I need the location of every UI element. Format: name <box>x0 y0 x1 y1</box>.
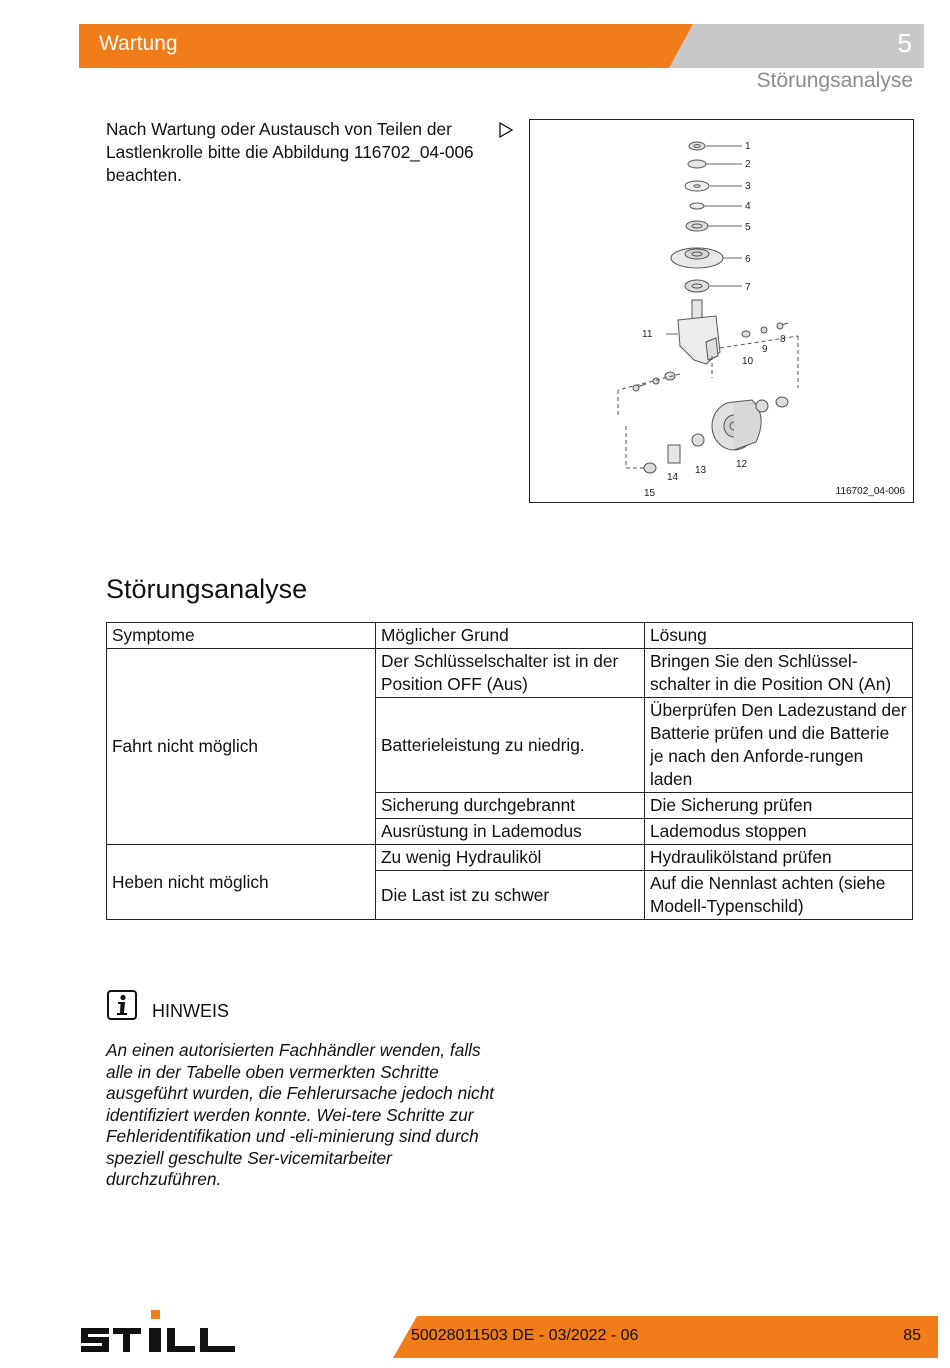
hint-label: HINWEIS <box>152 1001 230 1021</box>
hint-text: An einen autorisierten Fachhändler wenden, falls alle in der Tabelle oben vermerkten Schritte ausgeführt wurden, die Fehlerursache jedoch nicht identifiziert werden konnte. Wei-tere Schritte zur Fehleridentifikation und -eli-minierung sind durch speziell geschulte Ser-vicemitarbeiter durchzuführen. <box>106 1040 495 1189</box>
solution-cell: Überprüfen Den Ladezustand der Batterie prüfen und die Batterie je nach den Anforde-rungen laden <box>645 698 913 793</box>
solution-cell: Auf die Nennlast achten (siehe Modell-Typenschild) <box>645 871 913 920</box>
info-icon <box>107 990 137 1020</box>
part-label-15: 15 <box>644 488 656 499</box>
part-label-10: 10 <box>742 356 754 367</box>
part-label-5: 5 <box>745 222 751 233</box>
cause-cell: Der Schlüsselschalter ist in der Position OFF (Aus) <box>376 649 645 698</box>
cause-cell: Sicherung durchgebrannt <box>376 793 645 819</box>
part-label-14: 14 <box>667 472 679 483</box>
solution-cell: Die Sicherung prüfen <box>645 793 913 819</box>
part-label-4: 4 <box>745 201 751 212</box>
header-cell: Symptome <box>107 623 376 649</box>
triangle-right-icon <box>499 122 513 138</box>
cause-cell: Ausrüstung in Lademodus <box>376 819 645 845</box>
solution-cell: Hydraulikölstand prüfen <box>645 845 913 871</box>
intro-text: Nach Wartung oder Austausch von Teilen der Lastlenkrolle bitte die Abbildung 116702_04-006 beachten. <box>106 119 474 185</box>
part-label-2: 2 <box>745 159 751 170</box>
part-label-3: 3 <box>745 181 751 192</box>
symptom-cell: Heben nicht möglich <box>107 845 376 920</box>
figure-caption: 116702_04-006 <box>835 486 905 497</box>
table-header-row <box>107 623 913 649</box>
part-label-7: 7 <box>745 282 751 293</box>
still-logo <box>79 1310 237 1356</box>
cause-cell: Zu wenig Hydrauliköl <box>376 845 645 871</box>
section-title: Störungsanalyse <box>106 574 308 604</box>
part-label-9: 9 <box>762 344 768 355</box>
solution-cell: Lademodus stoppen <box>645 819 913 845</box>
table-row <box>107 649 913 698</box>
header-cell: Lösung <box>645 623 913 649</box>
footer-bar <box>393 1316 938 1358</box>
header-subtitle: Störungsanalyse <box>756 69 913 92</box>
part-label-11: 11 <box>642 329 653 340</box>
part-label-8: 8 <box>780 334 786 345</box>
troubleshooting-table <box>106 622 913 920</box>
cause-cell: Die Last ist zu schwer <box>376 871 645 920</box>
page-header <box>79 24 924 68</box>
symptom-cell: Fahrt nicht möglich <box>107 649 376 845</box>
page-number: 85 <box>903 1327 921 1344</box>
caster-exploded-drawing <box>530 120 913 502</box>
document-number: 50028011503 DE - 03/2022 - 06 <box>411 1327 639 1344</box>
part-label-13: 13 <box>695 465 707 476</box>
exploded-view-figure <box>529 119 914 503</box>
table-row <box>107 845 913 871</box>
cause-cell: Batterieleistung zu niedrig. <box>376 698 645 793</box>
part-label-6: 6 <box>745 254 751 265</box>
chapter-number: 5 <box>897 28 912 58</box>
solution-cell: Bringen Sie den Schlüssel-schalter in die Position ON (An) <box>645 649 913 698</box>
part-label-12: 12 <box>736 459 748 470</box>
header-cell: Möglicher Grund <box>376 623 645 649</box>
header-bar <box>79 24 924 68</box>
header-title: Wartung <box>99 32 178 55</box>
part-label-1: 1 <box>745 141 751 152</box>
